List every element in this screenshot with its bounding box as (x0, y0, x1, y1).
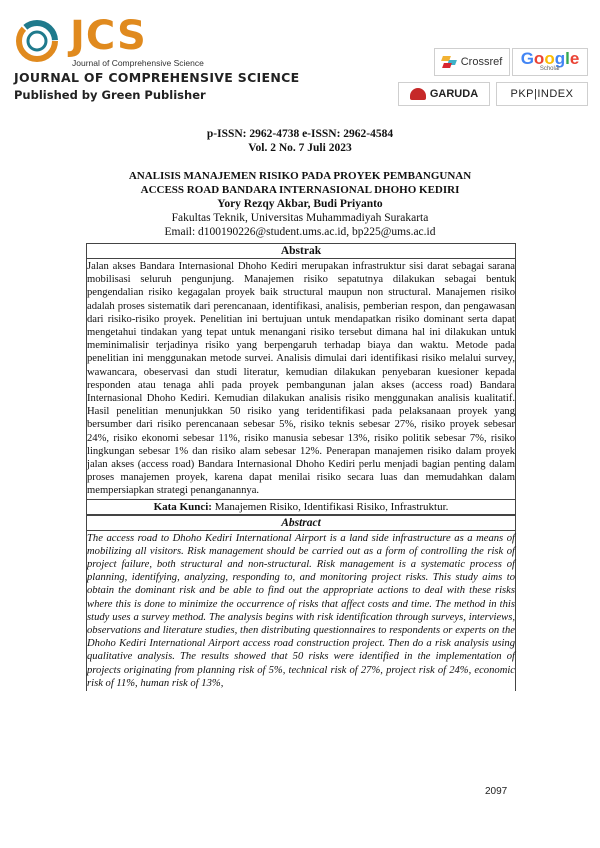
keywords-label: Kata Kunci: (153, 500, 212, 513)
jcs-logo-icon (14, 18, 60, 64)
abstract-heading: Abstract (87, 515, 515, 531)
journal-name: JOURNAL OF COMPREHENSIVE SCIENCE (14, 70, 300, 85)
journal-logo (14, 14, 244, 70)
abstrak-heading: Abstrak (87, 243, 515, 259)
volume-line: Vol. 2 No. 7 Juli 2023 (248, 142, 352, 154)
garuda-badge[interactable] (398, 82, 490, 106)
affiliation: Fakultas Teknik, Universitas Muhammadiyah Surakarta (171, 212, 429, 224)
pkp-index-label: PKP|INDEX (510, 88, 574, 100)
keywords-row (87, 499, 515, 515)
crossref-badge[interactable] (434, 48, 510, 76)
crossref-icon (442, 56, 458, 68)
google-scholar-label: Scholar (539, 66, 561, 72)
crossref-label: Crossref (460, 56, 503, 68)
title-line-2: ACCESS ROAD BANDARA INTERNASIONAL DHOHO KEDIRI (140, 184, 460, 196)
issn-line: p-ISSN: 2962-4738 e-ISSN: 2962-4584 (206, 128, 394, 140)
page-number: 2097 (485, 786, 508, 797)
logo-title: JCS (70, 13, 147, 59)
garuda-label: GARUDA (429, 88, 479, 100)
abstrak-section (86, 243, 516, 691)
abstract-body: The access road to Dhoho Kediri International Airport is a land side infrastructure as a means of mobilizing all visitors. Risk management should be carried out as a form of controlling the risk of project failure, both structural and non-structural. Risk management is a systematic process of planning, identifying, analyzing, responding to, and monitoring project risks. This study aims to obtain the dominant risk and be able to find out the appropriate actions to deal with these risks where this is done to minimize the occurrence of risks that affect costs and time. The method in this study uses a survey method. The analysis begins with risk identification through surveys, interviews, observations and literature studies, then distributing questionnaires to respondents or experts on the Dhoho Kediri International Airport access road construction project. Then do a risk analysis using qualitative analysis. The results showed that 50 risks were identified in the implementation of projects originating from planning risk of 5%, technical risk of 27%, project risk of 24%, economic risk of 11%, human risk of 13%, (87, 532, 515, 689)
abstrak-body: Jalan akses Bandara Internasional Dhoho Kediri merupakan infrastruktur sisi darat sebagai sarana mobilisasi seluruh pengunjung. Manajemen risiko sepatutnya dilakukan sebagai bentuk pengendalian risiko kegagalan proyek baik structural maupun non structural. Manajemen risiko adalah proses sistematik dari perencanaan, identifikasi, analisis, pemberian respon, dan pengawasan dari risiko-risiko proyek. Penelitian ini bertujuan untuk mendapatkan risiko dominant serta dapat mengetahui tindakan yang tepat untuk menangani risiko tersebut dimana hal ini dilakukan untuk meminimalisir terjadinya risiko yang berpengaruh terhadap biaya dan waktu. Metode pada penelitian ini menggunakan metode survei. Analisis dimulai dari identifikasi risiko melalui survey, wawancara, obeservasi dan studi literatur, kemudian dilakukan penyebaran kuesioner kepada responden atau tenaga ahli pada proyek pembangunan jalan akses (access road) Bandara Internasional Dhoho Kediri. Kemudian dilakukan analisis risiko menggunakan analisis kualitatif. Hasil penelitian menunjukkan 50 risiko yang teridentifikasi pada pelaksanaan proyek yang bersumber dari risiko perencanaan sebesar 5%, risiko teknis sebesar 27%, risiko proyek sebesar 24%, risiko ekonomi sebesar 11%, risiko manusia sebesar 13%, risiko politik sebesar 7%, risiko lingkungan sebesar 1% dan risiko alam sebesar 12%. Penerapan manajemen risiko dalam proyek jalan akses (access road) Bandara Internasional Dhoho Kediri perlu menjadi bagian penting dalam proses manajemen proyek, karena dapat menilai risiko secara luas dan memudahkan dalam mempersiapkan strategi penanganannya. (87, 261, 515, 497)
title-line-1: ANALISIS MANAJEMEN RISIKO PADA PROYEK PEMBANGUNAN (128, 170, 472, 182)
publisher-name: Published by Green Publisher (14, 88, 206, 102)
google-logo: Google Scholar (520, 49, 580, 72)
authors: Yory Rezqy Akbar, Budi Priyanto (217, 198, 383, 210)
garuda-icon (410, 88, 426, 100)
author-email[interactable]: Email: d100190226@student.ums.ac.id, bp225@ums.ac.id (164, 226, 436, 238)
pkp-index-badge[interactable] (496, 82, 588, 106)
journal-header (0, 0, 600, 112)
google-scholar-badge[interactable] (512, 48, 588, 76)
logo-subtitle: Journal of Comprehensive Science (72, 58, 204, 68)
keywords-value: Manajemen Risiko, Identifikasi Risiko, Infrastruktur. (211, 500, 449, 513)
